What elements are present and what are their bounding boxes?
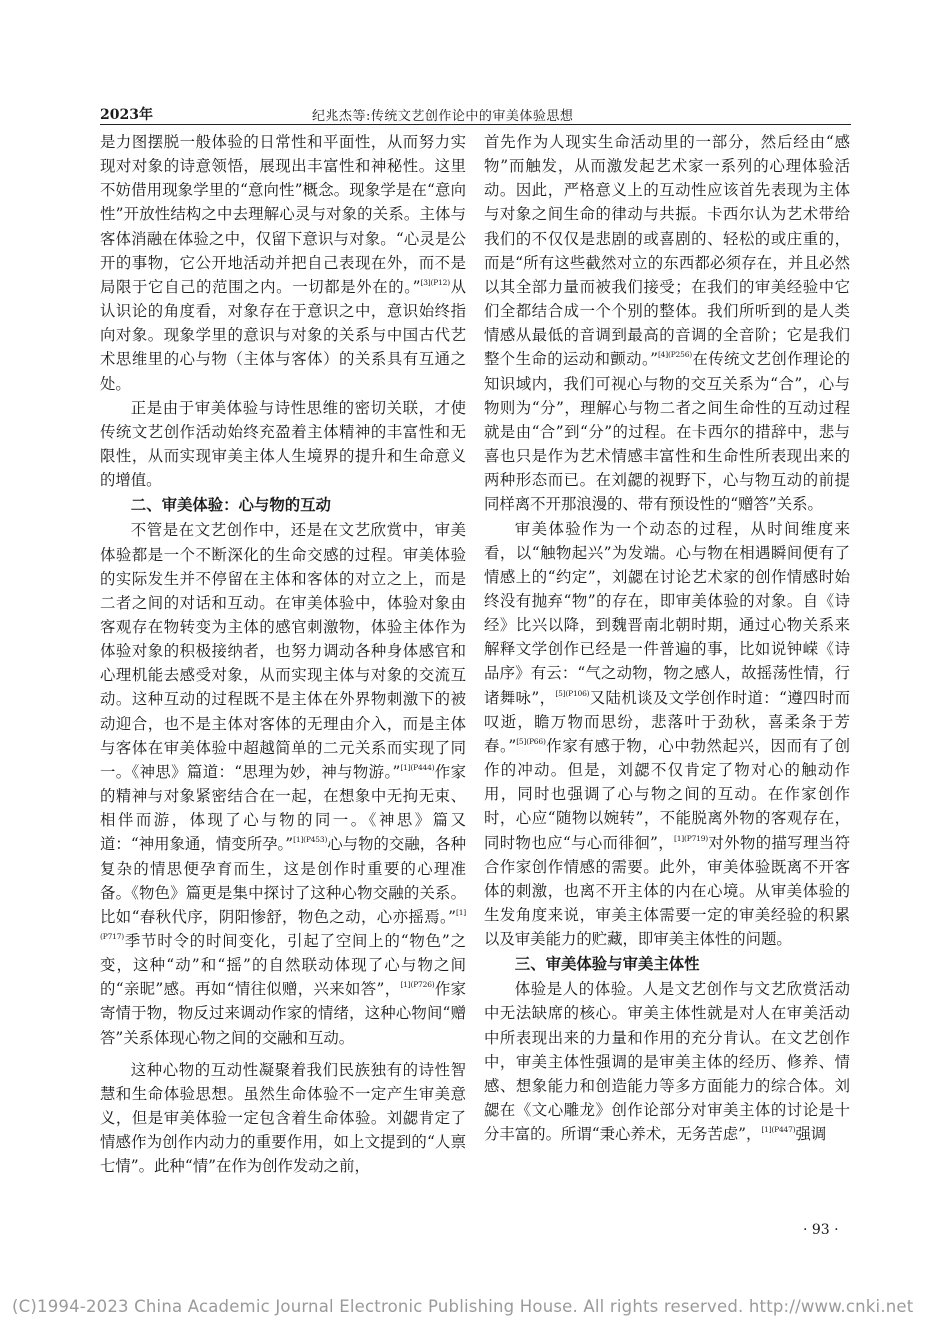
citation: [5](P106) — [555, 688, 590, 698]
header-year: 2023年 — [100, 107, 153, 123]
citation: [4](P256) — [657, 350, 692, 360]
paragraph: 是力图摆脱一般体验的日常性和平面性，从而努力实现对对象的诗意领悟，展现出丰富性和神秘性。这里不妨借用现象学里的“意向性”概念。现象学是在“意向性”开放性结构之中去理解心灵与对象的关系。主体与客体消融在体验之中，仅留下意识与对象。“心灵是公开的事物，它公开地活动并把自己表现在外，而不是局限于它自己的范围之内。一切都是外在的。”$^{[3](P12)}$从认识论的角度看，对象存在于意识之中，意识始终指向对象。现象学里的意识与对象的关系与中国古代艺术思维里的心与物（主体与客体）的关系具有互通之处。 — [100, 133, 466, 393]
citation: [3](P12) — [420, 277, 450, 287]
paragraph: 体验是人的体验。人是文艺创作与文艺欣赏活动中无法缺席的核心。审美主体性就是对人在审美活动中所表现出来的力量和作用的充分肯认。在文艺创作中，审美主体性强调的是审美主体的经历、修养、情感、想象能力和创造能力等多方面能力的综合体。刘勰在《文心雕龙》创作论部分对审美主体的讨论是十分丰富的。所谓“秉心养术，无务苦虑”，$^{[1](P447)}$强调 — [484, 980, 850, 1144]
right-column — [484, 130, 850, 1146]
paragraph: 审美体验作为一个动态的过程，从时间维度来看，以“触物起兴”为发端。心与物在相遇瞬间便有了情感上的“约定”，刘勰在讨论艺术家的创作情感时始终没有抛弃“物”的存在，即审美体验的对象。自《诗经》比兴以降，到魏晋南北朝时期，通过心物关系来解释文学创作已经是一件普遍的事，比如说钟嵘《诗品序》有云：“气之动物，物之感人，故摇荡性情，行诸舞咏”，$^{[5](P106)}$又陆机谈及文学创作时道：“遵四时而叹逝，瞻万物而思纷，悲落叶于劲秋，喜柔条于芳春。”$^{[5](P66)}$作家有感于物，心中勃然起兴，因而有了创作的冲动。但是，刘勰不仅肯定了物对心的触动作用，同时也强调了心与物之间的互动。在作家创作时，心应“随物以婉转”，不能脱离外物的客观存在，同时物也应“与心而徘徊”，$^{[1](P719)}$对外物的描写理当符合作家创作情感的需要。此外，审美体验既离不开客体的刺激，也离不开主体的内在心境。从审美体验的生发角度来说，审美主体需要一定的审美经验的积累以及审美能力的贮藏，即审美主体性的问题。 — [484, 519, 850, 949]
paragraph: 首先作为人现实生命活动里的一部分，然后经由“感物”而触发，从而激发起艺术家一系列的心理体验活动。因此，严格意义上的互动性应该首先表现为主体与对象之间生命的律动与共振。卡西尔认为艺术带给我们的不仅仅是悲剧的或喜剧的、轻松的或庄重的，而是“所有这些截然对立的东西都必须存在，并且必然以其全部力量而被我们接受；在我们的审美经验中它们全都结合成一个个别的整体。我们所听到的是人类情感从最低的音调到最高的音调的全音阶；它是我们整个生命的运动和颤动。”$^{[4](P256)}$在传统文艺创作理论的知识域内，我们可视心与物的交互关系为“合”，心与物则为“分”，理解心与物二者之间生命性的互动过程就是由“合”到“分”的过程。在卡西尔的措辞中，悲与喜也只是作为艺术情感丰富性和生命性所表现出来的两种形态而已。在刘勰的视野下，心与物互动的前提同样离不开那浪漫的、带有预设性的“赠答”关系。 — [484, 133, 850, 514]
citation: [1](P444) — [400, 762, 435, 772]
running-header — [100, 102, 851, 125]
copyright-footer: (C)1994-2023 China Academic Journal Electronic Publishing House. All rights reserved. http://www.cnki.net — [12, 1297, 914, 1316]
paragraph: 不管是在文艺创作中，还是在文艺欣赏中，审美体验都是一个不断深化的生命交感的过程。审美体验的实际发生并不停留在主体和客体的对立之上，而是二者之间的对话和互动。在审美体验中，体验对象由客观存在物转变为主体的感官刺激物，体验主体作为体验对象的积极接纳者，也努力调动各种身体感官和心理机能去感受对象，从而实现主体与对象的交流互动。这种互动的过程既不是主体在外界物刺激下的被动迎合，也不是主体对客体的无理由介入，而是主体与客体在审美体验中超越简单的二元关系而实现了同一。《神思》篇道：“思理为妙，神与物游。”$^{[1](P444)}$作家的精神与对象紧密结合在一起，在想象中无拘无束、相伴而游，体现了心与物的同一。《神思》篇又道：“神用象通，情变所孕。”$^{[1](P453)}$心与物的交融，各种复杂的情思便孕育而生，这是创作时重要的心理准备。《物色》篇更是集中探讨了这种心物交融的关系。比如“春秋代序，阴阳惨舒，物色之动，心亦摇焉。”$^{[1](P717)}$季节时令的时间变化，引起了空间上的“物色”之变，这种“动”和“摇”的自然联动体现了心与物之间的“亲昵”感。再如“情往似赠，兴来如答”，$^{[1](P726)}$作家寄情于物，物反过来调动作家的情绪，这种心物间“赠答”关系体现心物之间的交融和互动。 — [100, 521, 466, 1047]
paragraph: 正是由于审美体验与诗性思维的密切关联，才使传统文艺创作活动始终充盈着主体精神的丰富性和无限性，从而实现审美主体人生境界的提升和生命意义的增值。 — [100, 398, 466, 490]
citation: [5](P66) — [516, 736, 546, 746]
citation: [1](P717) — [100, 907, 466, 941]
left-column — [100, 130, 466, 1179]
paragraph: 这种心物的互动性凝聚着我们民族独有的诗性智慧和生命体验思想。虽然生命体验不一定产生审美意义，但是审美体验一定包含着生命体验。刘勰肯定了情感作为创作内动力的重要作用，如上文提到的“人禀七情”。此种“情”在作为创作发动之前， — [100, 1060, 466, 1176]
section-heading: 二、审美体验：心与物的互动 — [130, 496, 331, 515]
citation: [1](P453) — [293, 835, 328, 845]
section-heading: 三、审美体验与审美主体性 — [514, 955, 700, 974]
header-running-title: 纪兆杰等:传统文艺创作论中的审美体验思想 — [312, 109, 574, 124]
citation: [1](P447) — [761, 1125, 796, 1135]
citation: [1](P719) — [673, 833, 709, 843]
citation: [1](P726) — [400, 980, 435, 990]
page-number: · 93 · — [803, 1222, 839, 1238]
